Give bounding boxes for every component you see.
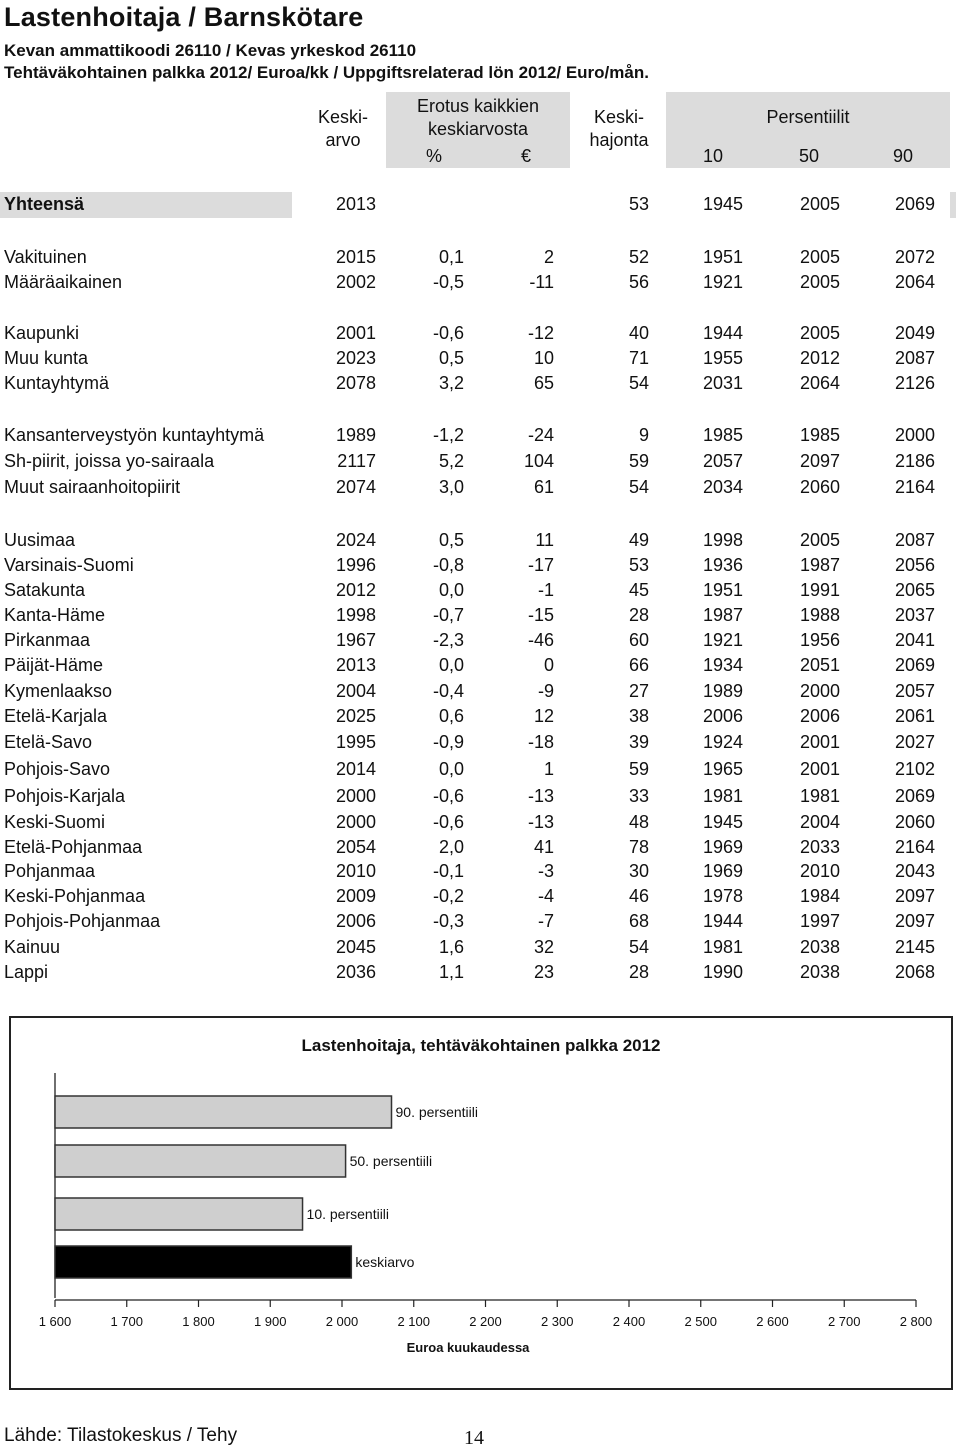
cell-p50: 2097 <box>799 451 840 471</box>
cell-p50: 1988 <box>799 605 840 625</box>
row-label: Varsinais-Suomi <box>4 555 134 575</box>
cell-erotus-percent: -0,8 <box>432 555 464 575</box>
cell-erotus-euro: -17 <box>527 555 554 575</box>
cell-keskihajonta: 33 <box>628 786 649 806</box>
cell-p50: 1984 <box>799 886 840 906</box>
cell-p90: 2027 <box>894 732 935 752</box>
cell-p50: 2038 <box>799 962 840 982</box>
cell-keskihajonta: 49 <box>628 530 649 550</box>
row-label: Uusimaa <box>4 530 76 550</box>
cell-erotus-percent: -0,6 <box>432 323 464 343</box>
cell-p10: 1990 <box>702 962 743 982</box>
cell-p50: 2005 <box>799 194 840 214</box>
cell-erotus-percent: 2,0 <box>438 837 464 857</box>
cell-erotus-percent: 1,6 <box>438 937 464 957</box>
cell-erotus-euro: 65 <box>533 373 554 393</box>
cell-keskiarvo: 2036 <box>335 962 376 982</box>
cell-keskiarvo: 2009 <box>335 886 376 906</box>
bar-label: keskiarvo <box>355 1254 415 1270</box>
table-row <box>0 704 960 729</box>
table-row <box>0 603 960 628</box>
cell-p90: 2056 <box>894 555 935 575</box>
cell-keskiarvo: 2000 <box>335 812 376 832</box>
cell-keskihajonta: 56 <box>628 272 649 292</box>
cell-keskihajonta: 53 <box>628 555 649 575</box>
cell-erotus-euro: 32 <box>533 937 554 957</box>
table-row <box>0 810 960 835</box>
cell-p50: 1985 <box>799 425 840 445</box>
cell-p10: 1945 <box>702 812 743 832</box>
x-axis-label: Euroa kuukaudessa <box>406 1340 530 1355</box>
cell-keskihajonta: 60 <box>628 630 649 650</box>
cell-keskihajonta: 9 <box>638 425 649 445</box>
table-row <box>0 245 960 270</box>
cell-p50: 2005 <box>799 530 840 550</box>
header-hajonta <box>574 106 664 152</box>
cell-keskiarvo: 2002 <box>335 272 376 292</box>
cell-erotus-percent: 0,0 <box>438 759 464 779</box>
cell-keskihajonta: 48 <box>628 812 649 832</box>
cell-keskiarvo: 1989 <box>335 425 376 445</box>
header-keskiarvo-line1: Keski- <box>317 107 368 127</box>
cell-p50: 2005 <box>799 272 840 292</box>
chart-frame <box>9 1016 953 1390</box>
cell-erotus-percent: 0,5 <box>438 530 464 550</box>
bar-label: 50. persentiili <box>349 1153 433 1169</box>
cell-keskihajonta: 53 <box>628 194 649 214</box>
cell-p10: 1955 <box>702 348 743 368</box>
cell-erotus-percent: -0,1 <box>432 861 464 881</box>
cell-p10: 1936 <box>702 555 743 575</box>
x-tick-label: 2 800 <box>899 1314 933 1329</box>
cell-erotus-euro: 12 <box>533 706 554 726</box>
cell-p90: 2049 <box>894 323 935 343</box>
cell-p50: 2005 <box>799 323 840 343</box>
row-label: Kanta-Häme <box>4 605 106 625</box>
row-label: Pohjois-Savo <box>4 759 111 779</box>
x-tick-label: 2 600 <box>756 1314 789 1329</box>
cell-p90: 2060 <box>894 812 935 832</box>
cell-p10: 1978 <box>702 886 743 906</box>
page-title: Lastenhoitaja / Barnskötare <box>4 2 364 32</box>
subtitle-occupation-code: Kevan ammattikoodi 26110 / Kevas yrkeskod 26110 <box>4 41 417 60</box>
cell-p10: 1981 <box>702 937 743 957</box>
table-row <box>0 346 960 371</box>
header-erotus <box>386 95 570 141</box>
header-p50: 50 <box>798 146 820 166</box>
cell-p90: 2065 <box>894 580 935 600</box>
cell-erotus-percent: -1,2 <box>432 425 464 445</box>
bar-p90 <box>55 1096 392 1128</box>
cell-keskihajonta: 28 <box>628 605 649 625</box>
cell-p90: 2145 <box>894 937 935 957</box>
cell-keskiarvo: 1996 <box>335 555 376 575</box>
header-hajonta-line2: hajonta <box>589 130 649 150</box>
cell-keskiarvo: 2014 <box>335 759 376 779</box>
cell-p10: 1998 <box>702 530 743 550</box>
cell-keskihajonta: 28 <box>628 962 649 982</box>
cell-erotus-percent: 1,1 <box>438 962 464 982</box>
cell-p50: 1991 <box>799 580 840 600</box>
header-hajonta-line1: Keski- <box>593 107 644 127</box>
table-row <box>0 371 960 396</box>
table-row <box>0 730 960 755</box>
cell-erotus-percent: -0,7 <box>432 605 464 625</box>
cell-erotus-euro: -4 <box>537 886 554 906</box>
x-tick-label: 1 700 <box>110 1314 144 1329</box>
x-tick-label: 2 700 <box>827 1314 861 1329</box>
cell-erotus-euro: -12 <box>527 323 554 343</box>
cell-p10: 1969 <box>702 861 743 881</box>
cell-keskiarvo: 2078 <box>335 373 376 393</box>
subtitle-salary-description: Tehtäväkohtainen palkka 2012/ Euroa/kk / Uppgiftsrelaterad lön 2012/ Euro/mån. <box>4 63 649 82</box>
cell-erotus-euro: -3 <box>537 861 554 881</box>
cell-p90: 2072 <box>894 247 935 267</box>
cell-p90: 2069 <box>894 786 935 806</box>
cell-keskihajonta: 27 <box>628 681 649 701</box>
cell-p90: 2102 <box>894 759 935 779</box>
cell-keskihajonta: 54 <box>628 373 649 393</box>
table-row <box>0 653 960 678</box>
row-label: Etelä-Karjala <box>4 706 108 726</box>
cell-keskihajonta: 54 <box>628 937 649 957</box>
header-keskiarvo <box>300 106 386 152</box>
cell-erotus-euro: -9 <box>537 681 554 701</box>
row-label: Etelä-Pohjanmaa <box>4 837 143 857</box>
header-erotus-line1: Erotus kaikkien <box>416 96 540 116</box>
table-row <box>0 784 960 809</box>
cell-erotus-percent: 5,2 <box>438 451 464 471</box>
cell-keskihajonta: 46 <box>628 886 649 906</box>
row-label: Kaupunki <box>4 323 80 343</box>
row-label: Muut sairaanhoitopiirit <box>4 477 181 497</box>
cell-erotus-percent: 0,0 <box>438 655 464 675</box>
cell-p90: 2164 <box>894 477 935 497</box>
cell-keskiarvo: 2025 <box>335 706 376 726</box>
table-row <box>0 449 960 474</box>
cell-erotus-percent: 0,0 <box>438 580 464 600</box>
cell-p90: 2037 <box>894 605 935 625</box>
table-row <box>0 578 960 603</box>
cell-erotus-euro: 1 <box>543 759 554 779</box>
table-row <box>0 909 960 934</box>
cell-erotus-percent: 0,6 <box>438 706 464 726</box>
header-p10: 10 <box>702 146 724 166</box>
table-row <box>0 960 960 985</box>
row-label: Pohjois-Pohjanmaa <box>4 911 161 931</box>
table-row <box>0 628 960 653</box>
cell-p10: 1969 <box>702 837 743 857</box>
cell-erotus-euro: 2 <box>543 247 554 267</box>
cell-p90: 2097 <box>894 886 935 906</box>
cell-erotus-percent: -0,2 <box>432 886 464 906</box>
cell-keskiarvo: 2117 <box>337 451 376 471</box>
x-tick-label: 2 000 <box>325 1314 359 1329</box>
cell-p90: 2041 <box>894 630 935 650</box>
cell-keskihajonta: 78 <box>628 837 649 857</box>
cell-keskiarvo: 2024 <box>335 530 376 550</box>
cell-keskihajonta: 30 <box>628 861 649 881</box>
cell-p50: 2060 <box>799 477 840 497</box>
cell-erotus-percent: -0,3 <box>432 911 464 931</box>
row-label: Pirkanmaa <box>4 630 91 650</box>
cell-p50: 2004 <box>799 812 840 832</box>
table-row <box>0 757 960 782</box>
row-label: Kansanterveystyön kuntayhtymä <box>4 425 265 445</box>
x-tick-label: 2 400 <box>612 1314 646 1329</box>
cell-p10: 1944 <box>702 323 743 343</box>
cell-p10: 2031 <box>702 373 743 393</box>
cell-erotus-euro: 23 <box>533 962 554 982</box>
cell-keskihajonta: 40 <box>628 323 649 343</box>
x-tick-label: 1 900 <box>253 1314 287 1329</box>
row-label: Kainuu <box>4 937 61 957</box>
row-label: Kuntayhtymä <box>4 373 110 393</box>
cell-p10: 1924 <box>702 732 743 752</box>
cell-keskiarvo: 1998 <box>335 605 376 625</box>
cell-erotus-euro: -24 <box>527 425 554 445</box>
chart-title: Lastenhoitaja, tehtäväkohtainen palkka 2012 <box>301 1036 661 1055</box>
cell-erotus-percent: 0,5 <box>438 348 464 368</box>
cell-p50: 2005 <box>799 247 840 267</box>
table-row <box>0 859 960 884</box>
cell-p10: 2006 <box>702 706 743 726</box>
x-tick-label: 2 500 <box>684 1314 718 1329</box>
cell-erotus-euro: 10 <box>533 348 554 368</box>
cell-p10: 1921 <box>702 630 743 650</box>
cell-p90: 2069 <box>894 655 935 675</box>
x-tick-label: 1 600 <box>38 1314 72 1329</box>
cell-p90: 2057 <box>894 681 935 701</box>
cell-p90: 2000 <box>894 425 935 445</box>
table-row <box>0 270 960 295</box>
row-label: Muu kunta <box>4 348 89 368</box>
cell-keskihajonta: 66 <box>628 655 649 675</box>
cell-erotus-percent: -0,9 <box>432 732 464 752</box>
row-label: Määräaikainen <box>4 272 123 292</box>
cell-p90: 2068 <box>894 962 935 982</box>
cell-keskihajonta: 68 <box>628 911 649 931</box>
cell-keskihajonta: 54 <box>628 477 649 497</box>
cell-p90: 2043 <box>894 861 935 881</box>
cell-p10: 1987 <box>702 605 743 625</box>
cell-p90: 2061 <box>894 706 935 726</box>
header-persentiilit: Persentiilit <box>766 107 850 127</box>
cell-p10: 1945 <box>702 194 743 214</box>
cell-p90: 2064 <box>894 272 935 292</box>
cell-keskiarvo: 2004 <box>335 681 376 701</box>
row-label: Satakunta <box>4 580 86 600</box>
bar-label: 90. persentiili <box>395 1104 479 1120</box>
cell-keskiarvo: 2012 <box>335 580 376 600</box>
x-tick-label: 2 100 <box>397 1314 431 1329</box>
table-row <box>0 884 960 909</box>
cell-erotus-euro: -18 <box>527 732 554 752</box>
cell-keskiarvo: 2006 <box>335 911 376 931</box>
page-number: 14 <box>464 1427 484 1448</box>
cell-erotus-percent: -2,3 <box>432 630 464 650</box>
row-label: Keski-Suomi <box>4 812 106 832</box>
cell-keskiarvo: 2010 <box>335 861 376 881</box>
cell-p10: 1944 <box>702 911 743 931</box>
x-tick-label: 1 800 <box>182 1314 215 1329</box>
table-row <box>0 553 960 578</box>
cell-p10: 2057 <box>702 451 743 471</box>
cell-p50: 2033 <box>799 837 840 857</box>
table-row <box>0 935 960 960</box>
table-row <box>0 528 960 553</box>
cell-keskiarvo: 1967 <box>335 630 376 650</box>
cell-p50: 1987 <box>799 555 840 575</box>
cell-p50: 2001 <box>799 732 840 752</box>
salary-bar-chart <box>11 1018 951 1388</box>
cell-p10: 1981 <box>702 786 743 806</box>
bar-p10 <box>55 1198 303 1230</box>
cell-erotus-percent: 3,0 <box>438 477 464 497</box>
table-row <box>0 423 960 448</box>
cell-p50: 2010 <box>799 861 840 881</box>
source-note: Lähde: Tilastokeskus / Tehy <box>4 1425 238 1446</box>
cell-keskihajonta: 59 <box>628 451 649 471</box>
cell-erotus-percent: -0,6 <box>432 812 464 832</box>
row-label: Sh-piirit, joissa yo-sairaala <box>4 451 215 471</box>
header-keskiarvo-line2: arvo <box>325 130 361 150</box>
row-label: Vakituinen <box>4 247 87 267</box>
cell-erotus-euro: 0 <box>543 655 554 675</box>
row-label: Pohjois-Karjala <box>4 786 126 806</box>
row-label: Kymenlaakso <box>4 681 113 701</box>
row-label: Yhteensä <box>4 194 85 214</box>
cell-p50: 2064 <box>799 373 840 393</box>
cell-keskiarvo: 2015 <box>335 247 376 267</box>
cell-erotus-percent: -0,4 <box>432 681 464 701</box>
cell-erotus-percent: -0,5 <box>432 272 464 292</box>
row-label: Etelä-Savo <box>4 732 93 752</box>
cell-erotus-euro: -13 <box>527 786 554 806</box>
cell-p90: 2126 <box>894 373 935 393</box>
cell-keskiarvo: 2013 <box>335 655 376 675</box>
cell-erotus-euro: 104 <box>523 451 554 471</box>
cell-p50: 1981 <box>799 786 840 806</box>
cell-keskiarvo: 2045 <box>335 937 376 957</box>
cell-p10: 1934 <box>702 655 743 675</box>
cell-p50: 2001 <box>799 759 840 779</box>
cell-erotus-euro: 11 <box>535 530 554 550</box>
bar-p50 <box>55 1145 346 1177</box>
cell-erotus-euro: -7 <box>537 911 554 931</box>
cell-keskiarvo: 2013 <box>335 194 376 214</box>
x-tick-label: 2 300 <box>540 1314 574 1329</box>
cell-keskiarvo: 2000 <box>335 786 376 806</box>
table-row-total <box>0 192 960 217</box>
cell-keskiarvo: 2074 <box>335 477 376 497</box>
cell-keskihajonta: 71 <box>628 348 649 368</box>
cell-p50: 2051 <box>799 655 840 675</box>
cell-keskihajonta: 39 <box>628 732 649 752</box>
header-p90: 90 <box>892 146 914 166</box>
cell-keskiarvo: 2001 <box>335 323 376 343</box>
cell-keskiarvo: 2054 <box>335 837 376 857</box>
header-percent: % <box>425 146 442 166</box>
cell-p50: 2038 <box>799 937 840 957</box>
row-label: Pohjanmaa <box>4 861 96 881</box>
cell-p90: 2087 <box>894 348 935 368</box>
cell-p50: 2000 <box>799 681 840 701</box>
cell-erotus-euro: 41 <box>533 837 554 857</box>
row-label: Lappi <box>4 962 49 982</box>
cell-keskihajonta: 38 <box>628 706 649 726</box>
cell-p10: 1989 <box>702 681 743 701</box>
x-tick-label: 2 200 <box>469 1314 502 1329</box>
cell-p90: 2087 <box>894 530 935 550</box>
row-label: Päijät-Häme <box>4 655 104 675</box>
cell-erotus-euro: -46 <box>527 630 554 650</box>
row-label: Keski-Pohjanmaa <box>4 886 146 906</box>
cell-p10: 1985 <box>702 425 743 445</box>
cell-p10: 1965 <box>702 759 743 779</box>
table-row <box>0 321 960 346</box>
cell-p10: 2034 <box>702 477 743 497</box>
cell-p50: 2006 <box>799 706 840 726</box>
cell-keskihajonta: 52 <box>628 247 649 267</box>
cell-erotus-euro: -1 <box>537 580 554 600</box>
cell-keskihajonta: 45 <box>628 580 649 600</box>
bar-mean <box>55 1246 351 1278</box>
cell-erotus-percent: 3,2 <box>438 373 464 393</box>
cell-p50: 1956 <box>799 630 840 650</box>
cell-p90: 2097 <box>894 911 935 931</box>
cell-erotus-euro: 61 <box>533 477 554 497</box>
header-euro: € <box>520 146 531 166</box>
cell-p90: 2186 <box>894 451 935 471</box>
cell-erotus-percent: -0,6 <box>432 786 464 806</box>
cell-keskiarvo: 1995 <box>335 732 376 752</box>
cell-p10: 1921 <box>702 272 743 292</box>
table-row <box>0 475 960 500</box>
cell-p90: 2164 <box>894 837 935 857</box>
cell-p10: 1951 <box>702 580 743 600</box>
cell-p50: 2012 <box>799 348 840 368</box>
cell-erotus-euro: -13 <box>527 812 554 832</box>
cell-p90: 2069 <box>894 194 935 214</box>
cell-keskiarvo: 2023 <box>335 348 376 368</box>
cell-p10: 1951 <box>702 247 743 267</box>
cell-erotus-euro: -15 <box>527 605 554 625</box>
bar-label: 10. persentiili <box>306 1206 390 1222</box>
cell-erotus-euro: -11 <box>529 272 554 292</box>
cell-keskihajonta: 59 <box>628 759 649 779</box>
table-row <box>0 835 960 860</box>
cell-p50: 1997 <box>799 911 840 931</box>
header-erotus-line2: keskiarvosta <box>427 119 529 139</box>
cell-erotus-percent: 0,1 <box>438 247 464 267</box>
table-row <box>0 679 960 704</box>
